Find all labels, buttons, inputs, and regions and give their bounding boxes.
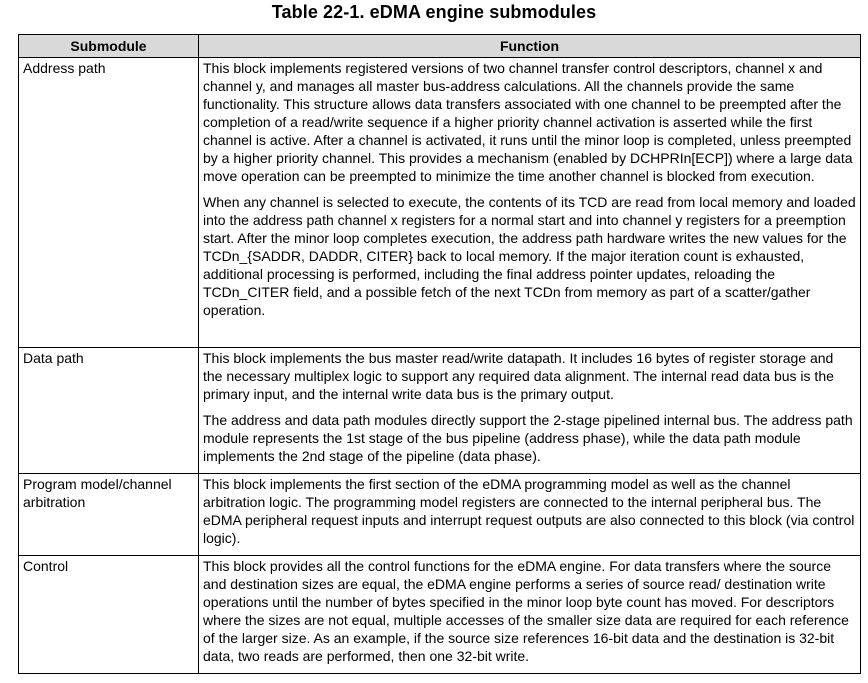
table-row: [19, 556, 861, 674]
function-cell: [199, 348, 861, 474]
edma-submodules-table: [18, 34, 861, 674]
submodule-cell: Program model/channel arbitration: [19, 474, 199, 556]
function-paragraph: This block implements the bus master read/write datapath. It includes 16 bytes of register storage and the necessary multiplex logic to support any required data alignment. The internal read data bus is the primary input, and the internal write data bus is the primary output.: [203, 350, 834, 402]
header-function: Function: [199, 35, 861, 58]
submodule-cell: Data path: [19, 348, 199, 474]
function-paragraph: This block provides all the control functions for the eDMA engine. For data transfers where the source and destination sizes are equal, the eDMA engine performs a series of source read/ destination write operations until the number of bytes specified in the minor loop byte count has moved. For descriptors where the sizes are not equal, multiple accesses of the smaller size data are required for each reference of the larger size. As an example, if the source size references 16-bit data and the destination is 32-bit data, two reads are performed, then one 32-bit write.: [203, 558, 849, 664]
table-row: [19, 58, 861, 348]
table-row: [19, 348, 861, 474]
header-submodule: Submodule: [19, 35, 199, 58]
function-paragraph: When any channel is selected to execute, the contents of its TCD are read from local memory and loaded into the address path channel x registers for a normal start and into channel y registers for a preemption start. After the minor loop completes execution, the address path hardware writes the new values for the TCDn_{SADDR, DADDR, CITER} back to local memory. If the major iteration count is exhausted, additional processing is performed, including the final address pointer updates, reloading the TCDn_CITER field, and a possible fetch of the next TCDn from memory as part of a scatter/gather operation.: [203, 194, 856, 318]
table-header-row: [19, 35, 861, 58]
function-paragraph: This block implements the first section of the eDMA programming model as well as the channel arbitration logic. The programming model registers are connected to the internal peripheral bus. The eDMA peripheral request inputs and interrupt request outputs are also connected to this block (via control logic).: [203, 476, 855, 546]
submodule-cell: Address path: [19, 58, 199, 348]
function-paragraph: The address and data path modules directly support the 2-stage pipelined internal bus. The address path module represents the 1st stage of the bus pipeline (address phase), while the data path module implements the 2nd stage of the pipeline (data phase).: [203, 412, 853, 464]
table-row: [19, 474, 861, 556]
function-paragraph: This block implements registered versions of two channel transfer control descriptors, channel x and channel y, and manages all master bus-address calculations. All the channels provide the same functionality. This structure allows data transfers associated with one channel to be preempted after the completion of a read/write sequence if a higher priority channel activation is asserted while the first channel is active. After a channel is activated, it runs until the minor loop is completed, unless preempted by a higher priority channel. This provides a mechanism (enabled by DCHPRIn[ECP]) where a large data move operation can be preempted to minimize the time another channel is blocked from execution.: [203, 60, 853, 184]
function-cell: [199, 556, 861, 674]
function-cell: [199, 474, 861, 556]
function-cell: [199, 58, 861, 348]
submodule-cell: Control: [19, 556, 199, 674]
table-caption: Table 22-1. eDMA engine submodules: [271, 2, 597, 22]
